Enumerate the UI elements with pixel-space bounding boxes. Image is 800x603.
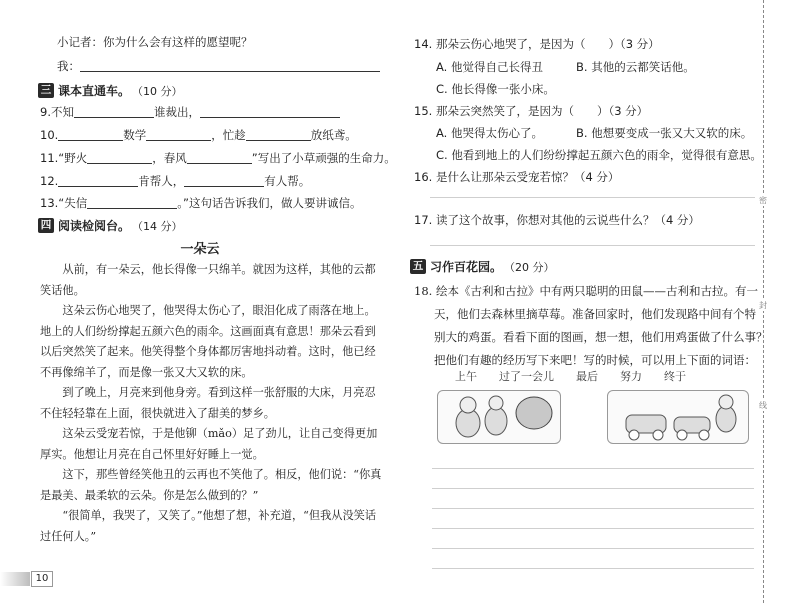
question-9: 9.不知 谁裁出， [40, 104, 340, 120]
blank[interactable] [74, 105, 154, 118]
question-16: 16. 是什么让那朵云受宠若惊？（4 分） [414, 170, 620, 184]
binding-mark: 密 [759, 196, 767, 205]
binding-mark: 线 [759, 401, 767, 410]
writing-line[interactable] [432, 488, 754, 489]
question-17: 17. 读了这个故事，你想对其他的云说些什么？（4 分） [414, 213, 700, 227]
blank[interactable] [200, 105, 340, 118]
interview-answer: 我： [57, 58, 380, 74]
question-10: 10. 数学 ，忙趁 放纸鸢。 [40, 128, 357, 142]
section-3-header: 三 课本直通车。 （10 分） [38, 82, 183, 99]
q14-option-c[interactable]: C. 他长得像一张小床。 [436, 82, 555, 96]
q14-option-b[interactable]: B. 其他的云都笑话他。 [576, 60, 695, 74]
illustration-mice-with-cart [607, 390, 749, 444]
binding-mark: 封 [759, 301, 767, 310]
page-number: 10 [31, 571, 53, 587]
story-paragraph: 这朵云受宠若惊，于是他铆（mǎo）足了劲儿，让自己变得更加厚实。他想让月亮在自己怀里好好睡上一觉。 [40, 427, 378, 461]
answer-line[interactable] [430, 245, 755, 246]
blank[interactable] [187, 151, 252, 164]
word: 上午 [455, 370, 477, 383]
blank[interactable] [58, 128, 123, 141]
blank[interactable] [58, 174, 138, 187]
q18-line: 把他们有趣的经历写下来吧！写的时候，可以用上下面的词语： [434, 353, 756, 367]
story-paragraph: 这下，那些曾经笑他丑的云再也不笑他了。相反，他们说：“你真是最美、最柔软的云朵。你是怎么做到的？” [40, 468, 382, 502]
blank[interactable] [87, 151, 152, 164]
illustration-mice-with-egg [437, 390, 561, 444]
q15-option-c[interactable]: C. 他看到地上的人们纷纷撑起五颜六色的雨伞，觉得很有意思。 [436, 148, 762, 162]
q18-line: 别大的鸡蛋。看看下面的图画，想一想，他们用鸡蛋做了什么事？ [434, 330, 768, 344]
word: 最后 [576, 370, 598, 383]
question-15: 15. 那朵云突然笑了，是因为（ ）（3 分） [414, 104, 649, 118]
section-5-header: 五 习作百花园。 （20 分） [410, 258, 555, 275]
story-title: 一朵云 [180, 242, 220, 257]
story-paragraph: 这朵云伤心地哭了，他哭得太伤心了，眼泪化成了雨落在地上。地上的人们纷纷撑起五颜六色的雨伞。这画面真有意思！那朵云看到以后突然笑了起来。他笑得整个身体都厉害地抖动着。这时，他已经不再像绵羊了，而是像一张又大又软的床。 [40, 304, 376, 379]
writing-line[interactable] [432, 528, 754, 529]
question-12: 12. 肯帮人， 有人帮。 [40, 174, 311, 188]
q15-option-a[interactable]: A. 他哭得太伤心了。 [436, 126, 543, 140]
page-number-bar [0, 572, 30, 586]
story-paragraph: 从前，有一朵云，他长得像一只绵羊。就因为这样，其他的云都笑话他。 [40, 263, 376, 297]
writing-line[interactable] [432, 568, 754, 569]
question-11: 11.“野火 ，春风 ”写出了小草顽强的生命力。 [40, 151, 396, 165]
blank[interactable] [87, 196, 177, 209]
q18-line: 18. 绘本《古利和古拉》中有两只聪明的田鼠——古利和古拉。有一 [414, 284, 758, 298]
q15-option-b[interactable]: B. 他想要变成一张又大又软的床。 [576, 126, 753, 140]
word: 努力 [620, 370, 642, 383]
writing-line[interactable] [432, 468, 754, 469]
question-13: 13.“失信 。”这句话告诉我们，做人要讲诚信。 [40, 196, 362, 210]
question-14: 14. 那朵云伤心地哭了，是因为（ ）（3 分） [414, 37, 660, 51]
word-bank [455, 368, 708, 384]
right-page [400, 0, 800, 603]
blank[interactable] [146, 128, 211, 141]
section-4-header: 四 阅读检阅台。 （14 分） [38, 217, 183, 234]
story-paragraph: “很简单，我哭了，又笑了。”他想了想，补充道，“但我从没笑话过任何人。” [40, 509, 377, 543]
interview-question: 小记者：你为什么会有这样的愿望呢？ [57, 35, 253, 49]
blank[interactable] [246, 128, 311, 141]
story-paragraph: 到了晚上，月亮来到他身旁。看到这样一张舒服的大床，月亮忍不住轻轻靠在上面，很快就进入了甜美的梦乡。 [40, 386, 376, 420]
writing-line[interactable] [432, 548, 754, 549]
word: 终于 [664, 370, 686, 383]
q14-option-a[interactable]: A. 他觉得自己长得丑 [436, 60, 543, 74]
blank[interactable] [184, 174, 264, 187]
q18-line: 天，他们去森林里摘草莓。准备回家时，他们发现路中间有个特 [434, 307, 756, 321]
writing-line[interactable] [432, 508, 754, 509]
answer-blank[interactable] [80, 59, 380, 72]
story-body [40, 260, 385, 547]
answer-line[interactable] [430, 197, 755, 198]
word: 过了一会儿 [499, 370, 554, 383]
